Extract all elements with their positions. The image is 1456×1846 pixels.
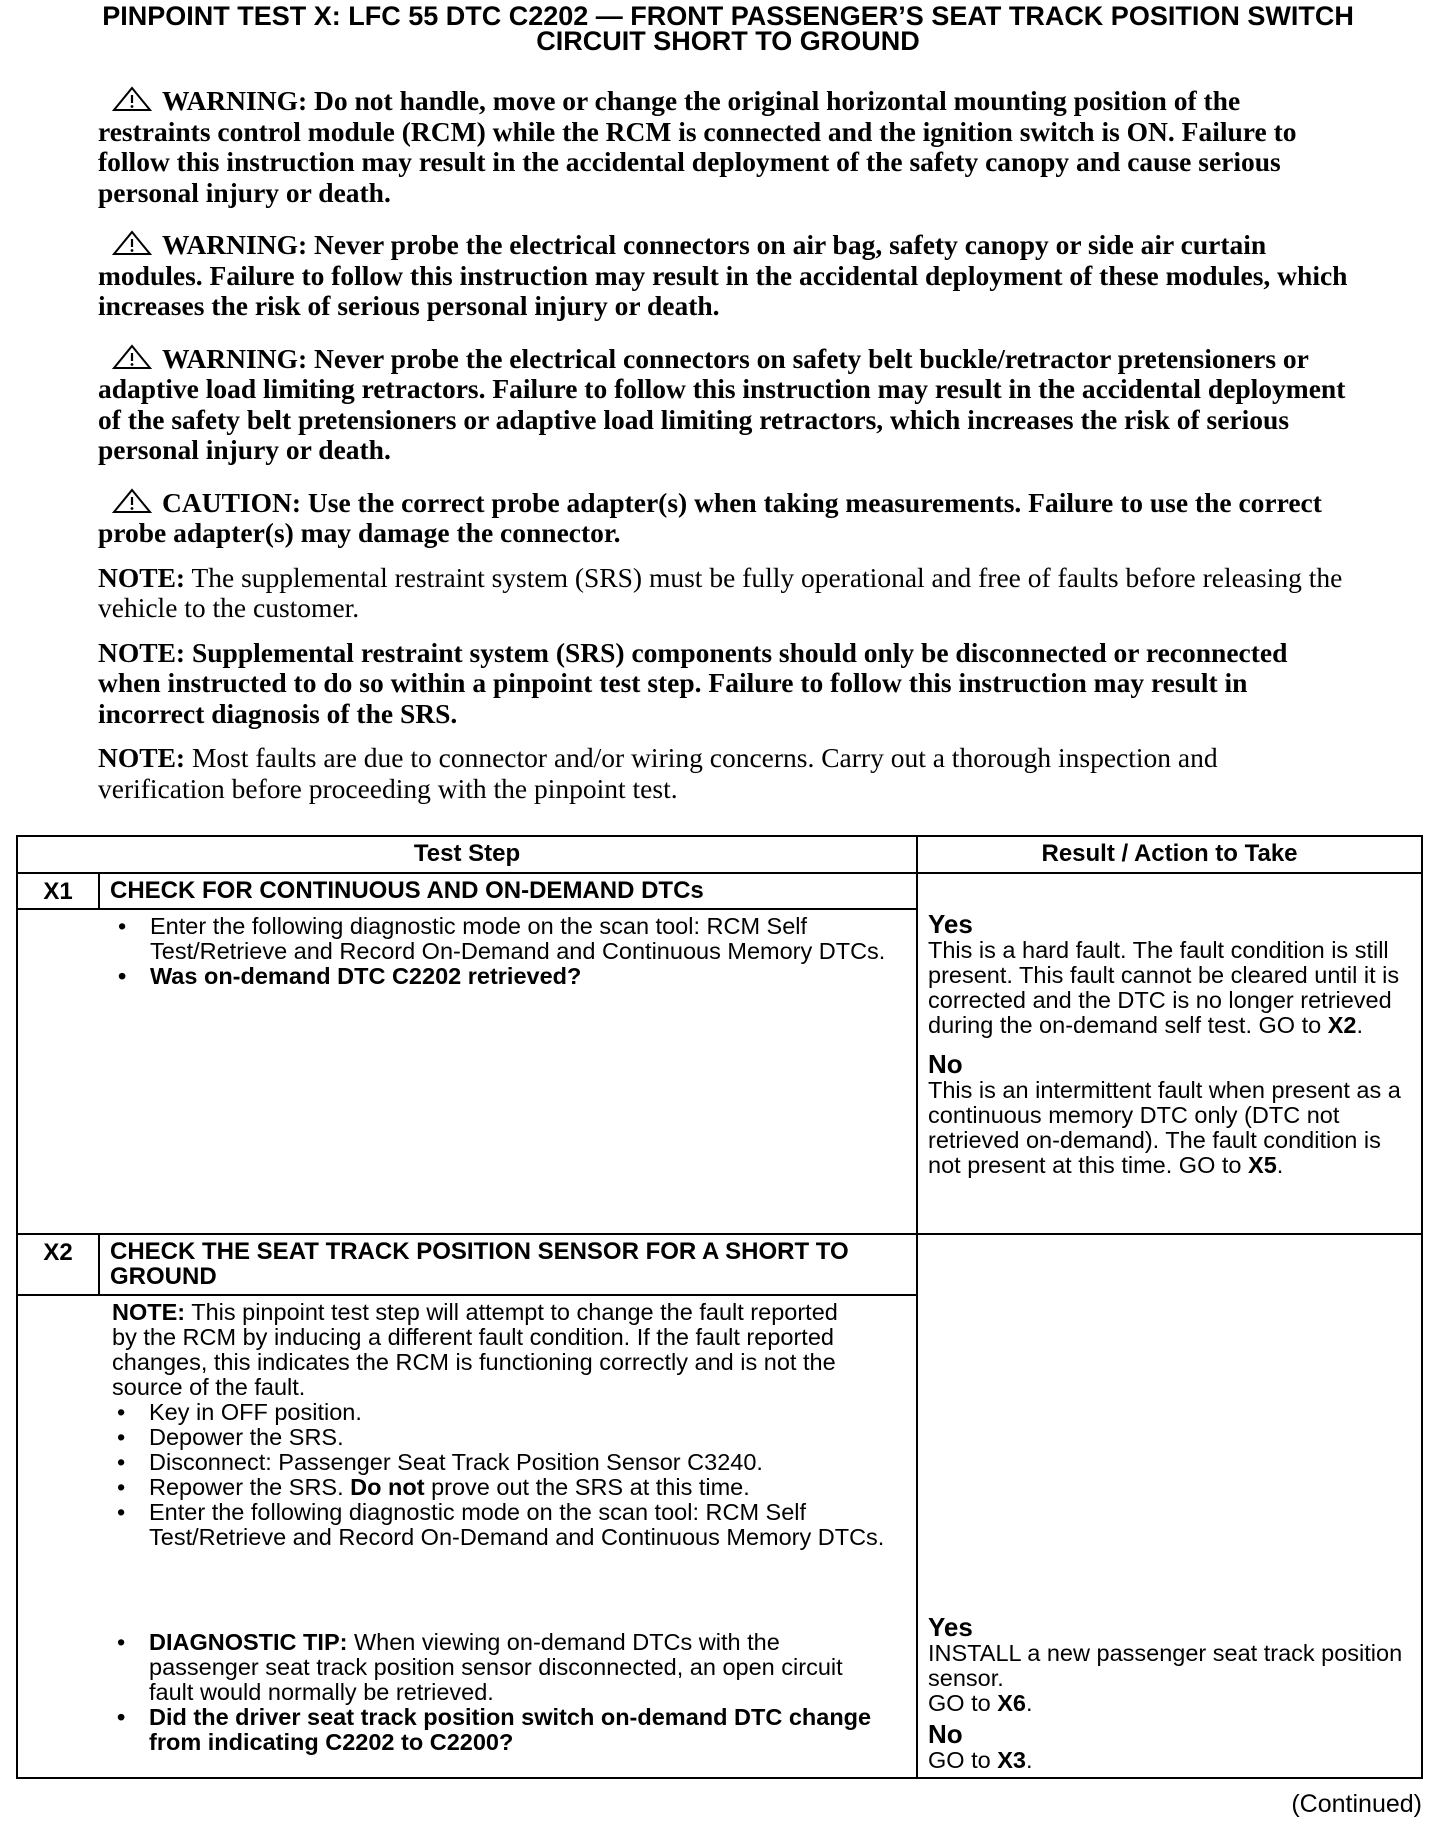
- step-heading-row: [17, 873, 1422, 909]
- goto-text: GO to: [928, 1747, 998, 1773]
- step-id: X1: [17, 873, 99, 909]
- step-id: X2: [17, 1234, 99, 1295]
- title-line-2: CIRCUIT SHORT TO GROUND: [536, 26, 920, 56]
- punctuation: .: [1025, 1747, 1033, 1773]
- list-item: • Key in OFF position.: [149, 1400, 889, 1425]
- step-heading-row: [17, 1234, 1422, 1295]
- step-body: [17, 1295, 917, 1778]
- goto-ref: X5: [1248, 1152, 1277, 1178]
- warning-triangle-icon: [112, 86, 152, 112]
- step-instructions: [112, 1400, 889, 1550]
- goto-ref: X3: [997, 1747, 1026, 1773]
- note-block: [98, 638, 1348, 730]
- list-item: • Was on-demand DTC C2202 retrieved?: [150, 964, 906, 989]
- punctuation: .: [1276, 1152, 1284, 1178]
- warning-block: [98, 230, 1348, 322]
- instruction-text: prove out the SRS at this time.: [424, 1474, 750, 1501]
- warning-label: WARNING:: [162, 342, 308, 374]
- step-body: [17, 909, 917, 1234]
- goto-ref: X6: [997, 1690, 1026, 1716]
- title-line-1: PINPOINT TEST X: LFC 55 DTC C2202 — FRONT PASSENGER’S SEAT TRACK POSITION SWITCH: [102, 1, 1354, 31]
- tip-label: DIAGNOSTIC TIP:: [149, 1629, 348, 1656]
- list-item: [149, 1630, 889, 1705]
- warning-text: Do not handle, move or change the original horizontal mounting position of the restraints control module (RCM) while the RCM is connected and the ignition switch is ON. Failure to follow this instruction may result in the accidental deployment of the safety canopy and cause serious personal injury or death.: [98, 85, 1297, 208]
- table-header-row: [17, 836, 1422, 873]
- step-heading: CHECK FOR CONTINUOUS AND ON-DEMAND DTCs: [99, 873, 917, 909]
- note-label: NOTE:: [112, 1299, 186, 1326]
- column-header-result: Result / Action to Take: [917, 836, 1422, 873]
- note-text: This pinpoint test step will attempt to change the fault reported by the RCM by inducing a different fault condition. If the fault reported changes, this indicates the RCM is functioning correctly and is not the source of the fault.: [112, 1299, 838, 1401]
- caution-triangle-icon: [112, 488, 152, 514]
- caution-block: [98, 488, 1348, 549]
- step-heading: CHECK THE SEAT TRACK POSITION SENSOR FOR A SHORT TO GROUND: [99, 1234, 917, 1295]
- note-block: [98, 563, 1348, 624]
- tip-text: When viewing on-demand DTCs with the passenger seat track position sensor disconnected, an open circuit fault would normally be retrieved.: [149, 1629, 843, 1706]
- result-no-text: This is an intermittent fault when present as a continuous memory DTC only (DTC not retrieved on-demand). The fault condition is not present at this time. GO to: [928, 1077, 1401, 1178]
- list-item: • Enter the following diagnostic mode on the scan tool: RCM Self Test/Retrieve and Record On-Demand and Continuous Memory DTCs.: [150, 914, 906, 964]
- continued-label: (Continued): [1291, 1790, 1422, 1818]
- result-yes-text: INSTALL a new passenger seat track position sensor.: [928, 1640, 1403, 1691]
- note-label: NOTE:: [98, 636, 186, 668]
- result-no-label: No: [928, 1049, 963, 1079]
- step-tips: [112, 1630, 889, 1755]
- caution-label: CAUTION:: [162, 486, 302, 518]
- goto-text: GO to: [928, 1690, 998, 1716]
- page-title: [40, 1, 1416, 56]
- result-no-label: No: [928, 1719, 963, 1749]
- list-item: • Depower the SRS.: [149, 1425, 889, 1450]
- column-header-test-step: Test Step: [17, 836, 917, 873]
- caution-text: Use the correct probe adapter(s) when taking measurements. Failure to use the correct probe adapter(s) may damage the connector.: [98, 486, 1322, 548]
- note-text: Supplemental restraint system (SRS) components should only be disconnected or reconnected when instructed to do so within a pinpoint test step. Failure to follow this instruction may result in incorrect diagnosis of the SRS.: [98, 636, 1288, 729]
- safety-notices: [98, 86, 1348, 818]
- instruction-text: Repower the SRS.: [149, 1474, 351, 1501]
- note-label: NOTE:: [98, 742, 186, 773]
- step-result: [917, 873, 1422, 1234]
- step-result: [917, 1234, 1422, 1778]
- list-item: [149, 1475, 889, 1500]
- step-instructions: [28, 914, 906, 989]
- warning-triangle-icon: [112, 344, 152, 370]
- result-yes-label: Yes: [928, 1612, 973, 1642]
- warning-label: WARNING:: [162, 85, 308, 116]
- note-text: The supplemental restraint system (SRS) must be fully operational and free of faults before releasing the vehicle to the customer.: [98, 561, 1343, 623]
- note-label: NOTE:: [98, 561, 186, 593]
- warning-text: Never probe the electrical connectors on air bag, safety canopy or side air curtain modules. Failure to follow this instruction may result in the accidental deployment of these modules, which increases the risk of serious personal injury or death.: [98, 229, 1348, 321]
- warning-triangle-icon: [112, 230, 152, 256]
- warning-text: Never probe the electrical connectors on safety belt buckle/retractor pretensioners or adaptive load limiting retractors. Failure to follow this instruction may result in the accidental deployment of the safety belt pretensioners or adaptive load limiting retractors, which increases the risk of serious personal injury or death.: [98, 342, 1346, 465]
- list-item: • Did the driver seat track position switch on-demand DTC change from indicating C2202 to C2200?: [149, 1705, 889, 1755]
- result-yes-label: Yes: [928, 909, 973, 939]
- pinpoint-test-table: [16, 835, 1423, 1779]
- list-item: • Enter the following diagnostic mode on the scan tool: RCM Self Test/Retrieve and Record On-Demand and Continuous Memory DTCs.: [149, 1500, 889, 1550]
- note-block: [98, 743, 1348, 804]
- goto-ref: X2: [1327, 1012, 1357, 1038]
- punctuation: .: [1025, 1690, 1033, 1716]
- step-note: [112, 1300, 852, 1400]
- list-item: • Disconnect: Passenger Seat Track Position Sensor C3240.: [149, 1450, 889, 1475]
- note-text: Most faults are due to connector and/or wiring concerns. Carry out a thorough inspection and verification before proceeding with the pinpoint test.: [98, 742, 1218, 804]
- punctuation: .: [1356, 1012, 1363, 1038]
- warning-block: [98, 344, 1348, 466]
- warning-label: WARNING:: [162, 229, 308, 260]
- emphasis-text: Do not: [350, 1474, 425, 1501]
- warning-block: [98, 86, 1348, 208]
- result-yes-text: This is a hard fault. The fault condition is still present. This fault cannot be cleared until it is corrected and the DTC is no longer retrieved during the on-demand self test. GO to: [928, 937, 1400, 1038]
